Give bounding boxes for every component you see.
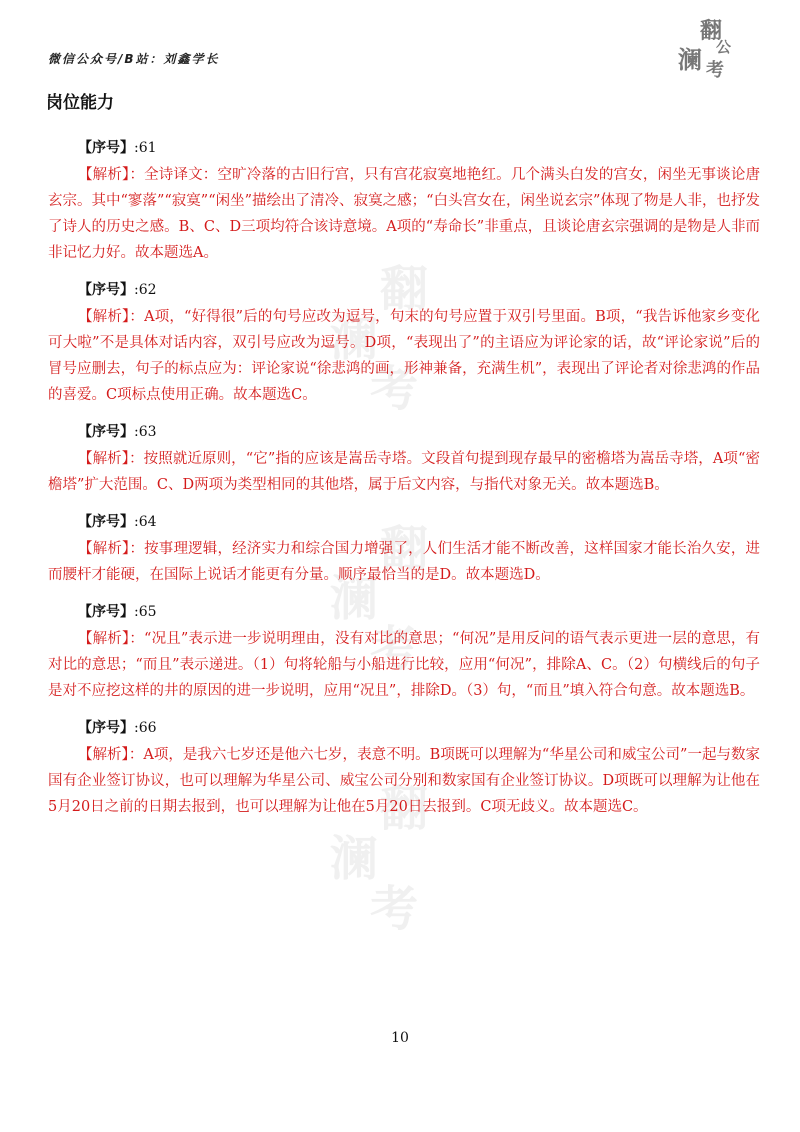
sequence-label: 【序号】 (78, 720, 134, 736)
analysis-label: 【解析】 (78, 541, 130, 557)
sequence-number: :66 (134, 720, 157, 736)
analysis-label: 【解析】 (78, 167, 130, 183)
logo-char-1: 翻 (700, 18, 723, 44)
answer-entry-63 (48, 421, 760, 498)
sequence-line (48, 717, 760, 739)
analysis-text: ：“况且”表示进一步说明理由，没有对比的意思；“何况”是用反问的语气表示更进一层的意思，有对比的意思；“而且”表示递进。（1）句将轮船与小船进行比较，应用“何况”，排除A、C。（2）句横线后的句子是对不应挖这样的井的原因的进一步说明，应用“况且”，排除D。（3）句，“而且”填入符合句意。故本题选B。 (48, 631, 760, 699)
watermark-char-3: 考 (370, 361, 419, 417)
answer-entry-64 (48, 511, 760, 588)
sequence-label: 【序号】 (78, 514, 134, 530)
page-number: 10 (391, 1030, 409, 1046)
watermark-char-3: 考 (370, 881, 419, 937)
analysis-text: ：按事理逻辑，经济实力和综合国力增强了，人们生活才能不断改善，这样国家才能长治久安，进而腰杆才能硬，在国际上说话才能更有分量。顺序最恰当的是D。故本题选D。 (48, 541, 761, 583)
analysis-text: ：全诗译文：空旷冷落的古旧行宫，只有宫花寂寞地艳红。几个满头白发的宫女，闲坐无事谈论唐玄宗。其中“寥落”“寂寞”“闲坐”描绘出了清冷、寂寞之感；“白头宫女在，闲坐说玄宗”体现了物是人非，也抒发了诗人的历史之感。B、C、D三项均符合该诗意境。A项的“寿命长”非重点，且谈论唐玄宗强调的是物是人非而非记忆力好。故本题选A。 (48, 167, 761, 261)
sequence-line (48, 279, 760, 301)
watermark-char-2: 澜 (330, 311, 379, 367)
analysis-paragraph (48, 742, 760, 820)
sequence-number: :64 (134, 514, 157, 530)
sequence-line (48, 601, 760, 623)
analysis-paragraph (48, 446, 760, 498)
sequence-line (48, 137, 760, 159)
watermark-char-2: 澜 (330, 571, 379, 627)
analysis-paragraph (48, 626, 760, 704)
watermark-char-1: 翻 (380, 781, 429, 837)
logo-char-2: 澜 (678, 45, 702, 74)
sequence-label: 【序号】 (78, 604, 134, 620)
sequence-label: 【序号】 (78, 282, 134, 298)
watermark-char-1: 翻 (380, 261, 429, 317)
section-title: 岗位能力 (46, 93, 114, 113)
watermark-char-2: 澜 (330, 831, 379, 887)
analysis-paragraph (48, 536, 760, 588)
sequence-label: 【序号】 (78, 140, 134, 156)
logo (672, 14, 742, 80)
header-source: 微信公众号/B站：刘鑫学长 (48, 52, 220, 66)
answer-entry-62 (48, 279, 760, 408)
sequence-number: :62 (134, 282, 157, 298)
analysis-label: 【解析】 (78, 451, 130, 467)
logo-char-3: 公 (716, 38, 732, 56)
analysis-text: ：A项，“好得很”后的句号应改为逗号，句末的句号应置于双引号里面。B项，“我告诉他家乡变化可大啦”不是具体对话内容，双引号应改为逗号。D项，“表现出了”的主语应为评论家的话，故“评论家说”后的冒号应删去，句子的标点应为：评论家说“徐悲鸿的画，形神兼备，充满生机”，表现出了评论者对徐悲鸿的作品的喜爱。C项标点使用正确。故本题选C。 (48, 309, 760, 403)
sequence-line (48, 511, 760, 533)
watermark-char-3: 考 (370, 621, 419, 677)
analysis-paragraph (48, 304, 760, 408)
sequence-number: :61 (134, 140, 157, 156)
sequence-number: :65 (134, 604, 157, 620)
analysis-label: 【解析】 (78, 631, 130, 647)
sequence-line (48, 421, 760, 443)
analysis-paragraph (48, 162, 760, 266)
analysis-label: 【解析】 (78, 747, 129, 763)
logo-char-4: 考 (706, 60, 724, 81)
analysis-text: ：按照就近原则，“它”指的应该是嵩岳寺塔。文段首句提到现存最早的密檐塔为嵩岳寺塔，A项“密檐塔”扩大范围。C、D两项为类型相同的其他塔，属于后文内容，与指代对象无关。故本题选B。 (48, 451, 760, 493)
answer-entry-65 (48, 601, 760, 704)
answer-entry-61 (48, 137, 760, 266)
sequence-label: 【序号】 (78, 424, 134, 440)
analysis-text: ：A项，是我六七岁还是他六七岁，表意不明。B项既可以理解为“华星公司和威宝公司”一起与数家国有企业签订协议，也可以理解为华星公司、威宝公司分别和数家国有企业签订协议。D项既可以理解为让他在5月20日之前的日期去报到，也可以理解为让他在5月20日去报到。C项无歧义。故本题选C。 (48, 747, 761, 815)
answer-entry-66 (48, 717, 760, 820)
analysis-label: 【解析】 (78, 309, 130, 325)
watermark-char-1: 翻 (380, 521, 429, 577)
answer-list (48, 137, 760, 833)
sequence-number: :63 (134, 424, 157, 440)
